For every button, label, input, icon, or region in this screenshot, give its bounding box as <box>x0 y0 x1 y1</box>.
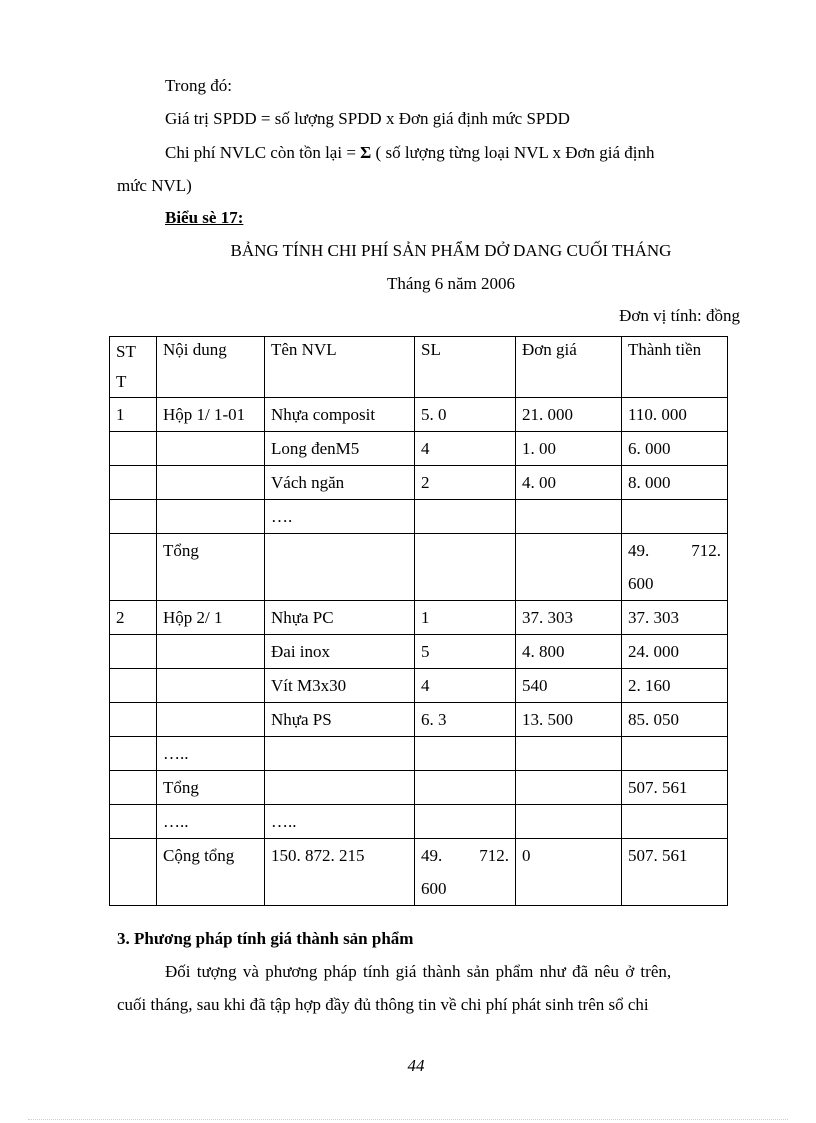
cell-price: 37. 303 <box>516 601 622 635</box>
table-row <box>110 398 728 432</box>
cell-amount: 6. 000 <box>622 432 728 466</box>
cell-material: Vách ngăn <box>265 466 415 500</box>
cell-qty <box>415 805 516 839</box>
cell-price: 0 <box>516 839 622 906</box>
cell-qty: 6. 3 <box>415 703 516 737</box>
table-row <box>110 737 728 771</box>
cell-qty <box>415 771 516 805</box>
header-material: Tên NVL <box>265 337 415 398</box>
table-subtitle: Tháng 6 năm 2006 <box>387 274 515 293</box>
cell-price: 1. 00 <box>516 432 622 466</box>
cell-price <box>516 534 622 601</box>
cell-content: Hộp 1/ 1-01 <box>157 398 265 432</box>
cell-material <box>265 771 415 805</box>
cell-qty <box>415 500 516 534</box>
table-row <box>110 669 728 703</box>
cell-price: 4. 00 <box>516 466 622 500</box>
header-qty: SL <box>415 337 516 398</box>
table-row-subtotal <box>110 771 728 805</box>
table-row <box>110 635 728 669</box>
header-stt-line2: T <box>116 372 127 391</box>
cell-material: Nhựa PC <box>265 601 415 635</box>
formula-nvlc-part-a: Chi phí NVLC còn tồn lại = <box>165 143 361 162</box>
cell-qty: 4 <box>415 669 516 703</box>
unit-label: Đơn vị tính: đồng <box>619 306 740 325</box>
cell-material: Đai inox <box>265 635 415 669</box>
cell-content <box>157 432 265 466</box>
cell-amount-line1 <box>628 534 721 567</box>
header-stt-line1: ST <box>116 342 136 361</box>
table-header-row <box>110 337 728 398</box>
cell-content: Cộng tổng <box>157 839 265 906</box>
intro-where: Trong đó: <box>165 76 232 95</box>
amount-part: 49. <box>628 541 650 560</box>
cell-amount: 507. 561 <box>622 771 728 805</box>
table-row <box>110 703 728 737</box>
cell-content <box>157 635 265 669</box>
table-row-subtotal <box>110 534 728 601</box>
cell-amount <box>622 534 728 601</box>
cell-stt <box>110 771 157 805</box>
cell-amount <box>622 500 728 534</box>
cell-material: ….. <box>265 805 415 839</box>
cell-content: ….. <box>157 737 265 771</box>
cell-price: 4. 800 <box>516 635 622 669</box>
cell-amount: 37. 303 <box>622 601 728 635</box>
cell-qty-line2: 600 <box>421 879 447 898</box>
header-stt <box>110 337 157 398</box>
cell-amount: 2. 160 <box>622 669 728 703</box>
section-heading: 3. Phương pháp tính giá thành sản phẩm <box>117 929 414 948</box>
cell-amount: 110. 000 <box>622 398 728 432</box>
cell-stt <box>110 466 157 500</box>
cell-content <box>157 466 265 500</box>
cell-stt <box>110 669 157 703</box>
cell-qty: 4 <box>415 432 516 466</box>
cell-stt: 2 <box>110 601 157 635</box>
paragraph-line2: cuối tháng, sau khi đã tập hợp đầy đủ thông tin về chi phí phát sinh trên sổ chi <box>117 995 649 1014</box>
formula-nvlc-part-b: ( số lượng từng loại NVL x Đơn giá định <box>371 143 655 162</box>
header-content: Nội dung <box>157 337 265 398</box>
table-row-grand-total <box>110 839 728 906</box>
cell-content: ….. <box>157 805 265 839</box>
cell-price: 13. 500 <box>516 703 622 737</box>
qty-part: 49. <box>421 846 443 865</box>
table-row <box>110 432 728 466</box>
cell-material: 150. 872. 215 <box>265 839 415 906</box>
formula-spdd: Giá trị SPDD = số lượng SPDD x Đơn giá định mức SPDD <box>165 109 570 128</box>
amount-part: 712. <box>691 541 721 560</box>
cell-content: Tổng <box>157 771 265 805</box>
cell-amount <box>622 737 728 771</box>
page-edge-divider <box>28 1119 788 1120</box>
table-row <box>110 500 728 534</box>
table-row <box>110 805 728 839</box>
cell-price: 540 <box>516 669 622 703</box>
cell-amount <box>622 805 728 839</box>
cell-qty <box>415 839 516 906</box>
cell-stt <box>110 635 157 669</box>
cell-material: …. <box>265 500 415 534</box>
cell-qty: 2 <box>415 466 516 500</box>
table-row <box>110 601 728 635</box>
cell-material: Vít M3x30 <box>265 669 415 703</box>
cell-stt: 1 <box>110 398 157 432</box>
cell-qty: 5. 0 <box>415 398 516 432</box>
cell-material: Long đenM5 <box>265 432 415 466</box>
cell-content <box>157 703 265 737</box>
table-label: Biểu sè 17: <box>165 208 244 227</box>
cell-qty <box>415 534 516 601</box>
cell-material: Nhựa PS <box>265 703 415 737</box>
cell-amount: 24. 000 <box>622 635 728 669</box>
table-title: BẢNG TÍNH CHI PHÍ SẢN PHẨM DỞ DANG CUỐI THÁNG <box>230 241 672 260</box>
formula-nvlc-continuation: mức NVL) <box>117 176 192 195</box>
cell-amount: 85. 050 <box>622 703 728 737</box>
cell-material: Nhựa composit <box>265 398 415 432</box>
cell-amount: 8. 000 <box>622 466 728 500</box>
sigma-symbol: Σ <box>360 143 372 162</box>
cell-stt <box>110 805 157 839</box>
header-amount: Thành tiền <box>622 337 728 398</box>
cell-material <box>265 737 415 771</box>
cell-stt <box>110 703 157 737</box>
cell-content <box>157 669 265 703</box>
cell-content: Tổng <box>157 534 265 601</box>
cell-price <box>516 500 622 534</box>
cell-content <box>157 500 265 534</box>
page-number: 44 <box>407 1056 425 1075</box>
cell-stt <box>110 500 157 534</box>
cell-stt <box>110 839 157 906</box>
cell-qty: 1 <box>415 601 516 635</box>
paragraph-line1: Đối tượng và phương pháp tính giá thành sản phẩm như đã nêu ở trên, <box>165 962 672 981</box>
cell-content: Hộp 2/ 1 <box>157 601 265 635</box>
qty-part: 712. <box>479 846 509 865</box>
cell-stt <box>110 432 157 466</box>
cell-price <box>516 771 622 805</box>
cell-amount: 507. 561 <box>622 839 728 906</box>
cell-stt <box>110 737 157 771</box>
cell-stt <box>110 534 157 601</box>
header-price: Đơn giá <box>516 337 622 398</box>
cell-price <box>516 805 622 839</box>
table-row <box>110 466 728 500</box>
cell-material <box>265 534 415 601</box>
cell-qty-line1 <box>421 839 509 872</box>
cell-price <box>516 737 622 771</box>
formula-nvlc <box>165 142 739 164</box>
cell-qty: 5 <box>415 635 516 669</box>
cost-table <box>109 336 728 906</box>
cell-price: 21. 000 <box>516 398 622 432</box>
cell-amount-line2: 600 <box>628 574 654 593</box>
cell-qty <box>415 737 516 771</box>
